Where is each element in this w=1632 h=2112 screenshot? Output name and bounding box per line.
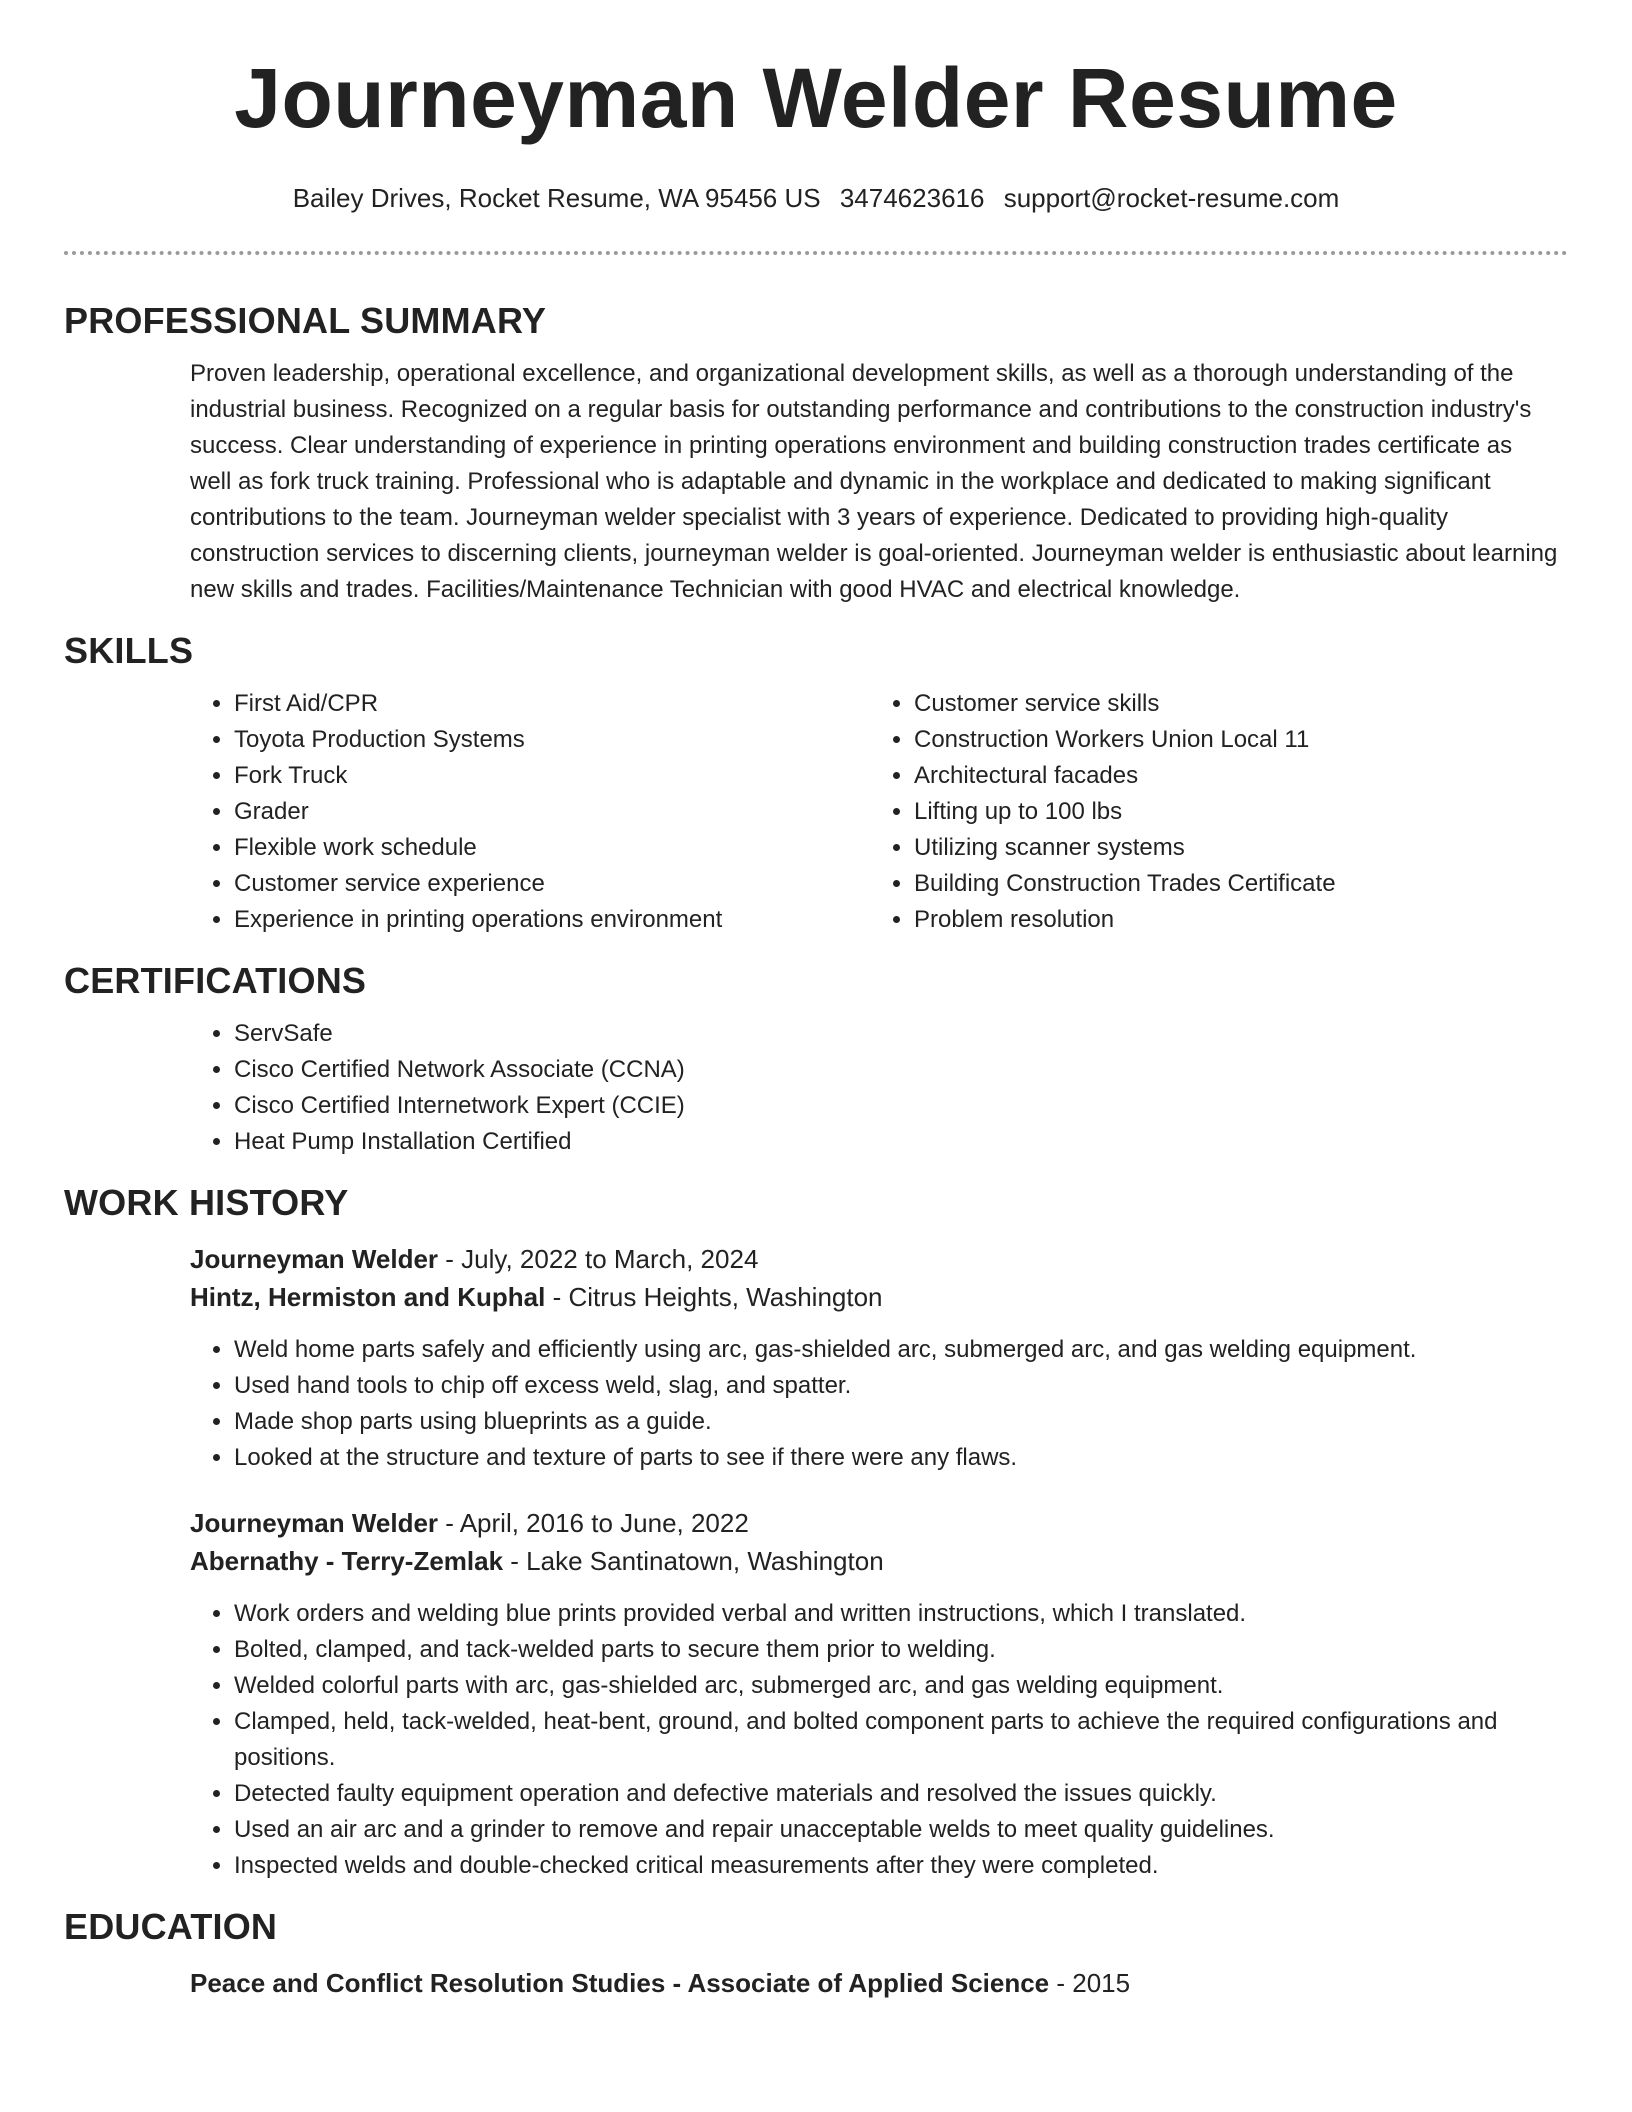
job-duty-item: • Looked at the structure and texture of parts to see if there were any flaws.: [234, 1440, 1558, 1476]
job-entry: [190, 1240, 1558, 1476]
contact-email: support@rocket-resume.com: [1003, 183, 1340, 213]
skill-item: • Experience in printing operations environment: [234, 902, 870, 938]
skill-item: • Construction Workers Union Local 11: [914, 722, 1550, 758]
education-body: [190, 1964, 1558, 2002]
skills-grid: [190, 686, 1558, 938]
section-title-summary: PROFESSIONAL SUMMARY: [64, 300, 547, 341]
job-duties-list: [190, 1332, 1558, 1476]
resume-title: Journeyman Welder Resume: [234, 51, 1398, 145]
certifications-body: [190, 1016, 1558, 1160]
skills-list-right: [870, 686, 1550, 938]
section-skills: [64, 628, 1568, 938]
job-duty-item: • Made shop parts using blueprints as a guide.: [234, 1404, 1558, 1440]
education-entry: [190, 1964, 1558, 2002]
skill-item: • Building Construction Trades Certificate: [914, 866, 1550, 902]
certification-item: • Cisco Certified Network Associate (CCNA): [234, 1052, 1558, 1088]
section-professional-summary: [64, 298, 1568, 608]
education-degree: Peace and Conflict Resolution Studies - Associate of Applied Science: [190, 1968, 1050, 1998]
job-title-line: [190, 1240, 1558, 1278]
contact-address: Bailey Drives, Rocket Resume, WA 95456 US: [292, 183, 821, 213]
skills-list-left: [190, 686, 870, 938]
job-duty-item: • Weld home parts safely and efficiently using arc, gas-shielded arc, submerged arc, and gas welding equipment.: [234, 1332, 1558, 1368]
job-company-line: [190, 1542, 1558, 1580]
contact-phone: 3474623616: [839, 183, 985, 213]
job-duty-item: • Clamped, held, tack-welded, heat-bent, ground, and bolted component parts to achieve the required configurations and positions.: [234, 1704, 1558, 1776]
job-duty-item: • Welded colorful parts with arc, gas-shielded arc, submerged arc, and gas welding equipment.: [234, 1668, 1558, 1704]
skill-item: • Flexible work schedule: [234, 830, 870, 866]
summary-body: [190, 356, 1558, 608]
certifications-list: [190, 1016, 1558, 1160]
education-year: - 2015: [1049, 1968, 1131, 1998]
skill-item: • Lifting up to 100 lbs: [914, 794, 1550, 830]
job-title-line: [190, 1504, 1558, 1542]
section-title-certifications: CERTIFICATIONS: [64, 960, 367, 1001]
skill-item: • Customer service experience: [234, 866, 870, 902]
section-work-history: [64, 1180, 1568, 1884]
certification-item: • Cisco Certified Internetwork Expert (CCIE): [234, 1088, 1558, 1124]
certification-item: • Heat Pump Installation Certified: [234, 1124, 1558, 1160]
job-duty-item: • Detected faulty equipment operation and defective materials and resolved the issues quickly.: [234, 1776, 1558, 1812]
section-title-skills: SKILLS: [64, 630, 194, 671]
job-duty-item: • Used hand tools to chip off excess weld, slag, and spatter.: [234, 1368, 1558, 1404]
section-certifications: [64, 958, 1568, 1160]
job-location: - Citrus Heights, Washington: [545, 1282, 883, 1312]
job-duty-item: • Used an air arc and a grinder to remove and repair unacceptable welds to meet quality guidelines.: [234, 1812, 1558, 1848]
skill-item: • Toyota Production Systems: [234, 722, 870, 758]
job-entry: [190, 1504, 1558, 1884]
job-dates: - July, 2022 to March, 2024: [438, 1244, 759, 1274]
skill-item: • Architectural facades: [914, 758, 1550, 794]
summary-text: Proven leadership, operational excellence, and organizational development skills, as well as a thorough understanding of the industrial business. Recognized on a regular basis for outstanding performance and contributions to the construction industry's success. Clear understanding of experience in printing operations environment and building construction trades certificate as well as fork truck training. Professional who is adaptable and dynamic in the workplace and dedicated to making significant contributions to the team. Journeyman welder specialist with 3 years of experience. Dedicated to providing high-quality construction services to discerning clients, journeyman welder is goal-oriented. Journeyman welder is enthusiastic about learning new skills and trades. Facilities/Maintenance Technician with good HVAC and electrical knowledge.: [190, 360, 1558, 603]
skill-item: • Problem resolution: [914, 902, 1550, 938]
skill-item: • Fork Truck: [234, 758, 870, 794]
skills-column-left: [190, 686, 870, 938]
section-education: [64, 1904, 1568, 2002]
skill-item: • Customer service skills: [914, 686, 1550, 722]
job-duty-item: • Work orders and welding blue prints provided verbal and written instructions, which I translated.: [234, 1596, 1558, 1632]
section-title-education: EDUCATION: [64, 1906, 278, 1947]
job-role: Journeyman Welder: [190, 1508, 439, 1538]
skill-item: • Utilizing scanner systems: [914, 830, 1550, 866]
job-company: Hintz, Hermiston and Kuphal: [190, 1282, 546, 1312]
resume-content: [64, 298, 1568, 2022]
job-duty-item: • Bolted, clamped, and tack-welded parts to secure them prior to welding.: [234, 1632, 1558, 1668]
certification-item: • ServSafe: [234, 1016, 1558, 1052]
job-duty-item: • Inspected welds and double-checked critical measurements after they were completed.: [234, 1848, 1558, 1884]
skill-item: • First Aid/CPR: [234, 686, 870, 722]
job-dates: - April, 2016 to June, 2022: [438, 1508, 749, 1538]
job-location: - Lake Santinatown, Washington: [503, 1546, 884, 1576]
job-duties-list: [190, 1596, 1558, 1884]
header-divider: [64, 251, 1568, 255]
job-role: Journeyman Welder: [190, 1244, 439, 1274]
section-title-work-history: WORK HISTORY: [64, 1182, 349, 1223]
skill-item: • Grader: [234, 794, 870, 830]
skills-column-right: [870, 686, 1550, 938]
contact-info: [0, 181, 1632, 215]
job-company: Abernathy - Terry-Zemlak: [190, 1546, 504, 1576]
work-history-body: [190, 1240, 1558, 1884]
job-company-line: [190, 1278, 1558, 1316]
